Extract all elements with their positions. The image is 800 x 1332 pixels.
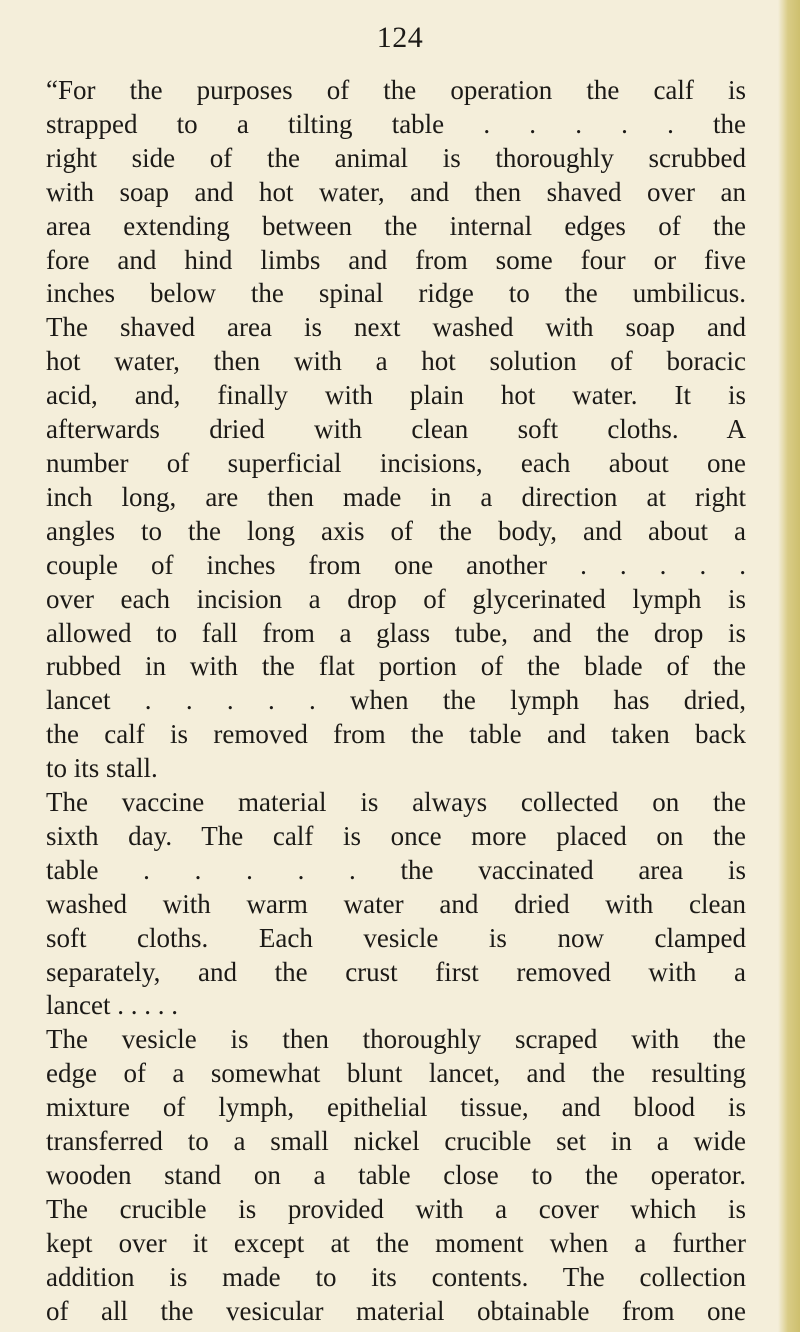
text-line: soft cloths. Each vesicle is now clamped — [46, 922, 746, 953]
text-line: addition is made to its contents. The collection — [46, 1261, 746, 1292]
text-line: mixture of lymph, epithelial tissue, and blood is — [46, 1092, 746, 1123]
text-line: sixth day. The calf is once more placed on the — [46, 820, 746, 851]
text-line: inch long, are then made in a direction at right — [46, 481, 746, 512]
body-text — [46, 74, 746, 1329]
page-edge-shadow — [778, 0, 800, 1332]
text-line: hot water, then with a hot solution of boracic — [46, 346, 746, 377]
text-line: couple of inches from one another . . . . . — [46, 549, 746, 580]
text-line: area extending between the internal edges of the — [46, 210, 746, 241]
text-line: of all the vesicular material obtainable from one — [46, 1295, 746, 1326]
text-line: table . . . . . the vaccinated area is — [46, 854, 746, 885]
text-line: rubbed in with the flat portion of the blade of the — [46, 651, 746, 682]
text-line: inches below the spinal ridge to the umbilicus. — [46, 278, 746, 309]
text-line: allowed to fall from a glass tube, and the drop is — [46, 617, 746, 648]
text-line: over each incision a drop of glycerinated lymph is — [46, 583, 746, 614]
text-line: acid, and, finally with plain hot water. It is — [46, 380, 746, 411]
text-line: strapped to a tilting table . . . . . the — [46, 108, 746, 139]
text-line: separately, and the crust first removed with a — [46, 956, 746, 987]
text-line: The shaved area is next washed with soap and — [46, 312, 746, 343]
text-line: washed with warm water and dried with clean — [46, 888, 746, 919]
text-line: lancet . . . . . when the lymph has dried, — [46, 685, 746, 716]
text-line: fore and hind limbs and from some four or five — [46, 244, 746, 275]
text-line: number of superficial incisions, each about one — [46, 447, 746, 478]
text-line: The crucible is provided with a cover which is — [46, 1193, 746, 1224]
text-line: The vaccine material is always collected on the — [46, 787, 746, 818]
text-line: edge of a somewhat blunt lancet, and the resulting — [46, 1058, 746, 1089]
text-line: right side of the animal is thoroughly scrubbed — [46, 142, 746, 173]
text-line: transferred to a small nickel crucible set in a wide — [46, 1126, 746, 1157]
text-line: the calf is removed from the table and taken back — [46, 719, 746, 750]
text-line: “For the purposes of the operation the calf is — [46, 75, 746, 105]
text-line: angles to the long axis of the body, and about a — [46, 515, 746, 546]
text-line: with soap and hot water, and then shaved over an — [46, 176, 746, 207]
page-number: 124 — [376, 21, 424, 54]
text-line: lancet . . . . . — [46, 990, 178, 1021]
text-line: The vesicle is then thoroughly scraped with the — [46, 1024, 746, 1055]
text-line: kept over it except at the moment when a further — [46, 1227, 746, 1258]
text-line: to its stall. — [46, 753, 158, 784]
text-line: afterwards dried with clean soft cloths. A — [46, 414, 746, 445]
text-line: wooden stand on a table close to the operator. — [46, 1160, 746, 1190]
